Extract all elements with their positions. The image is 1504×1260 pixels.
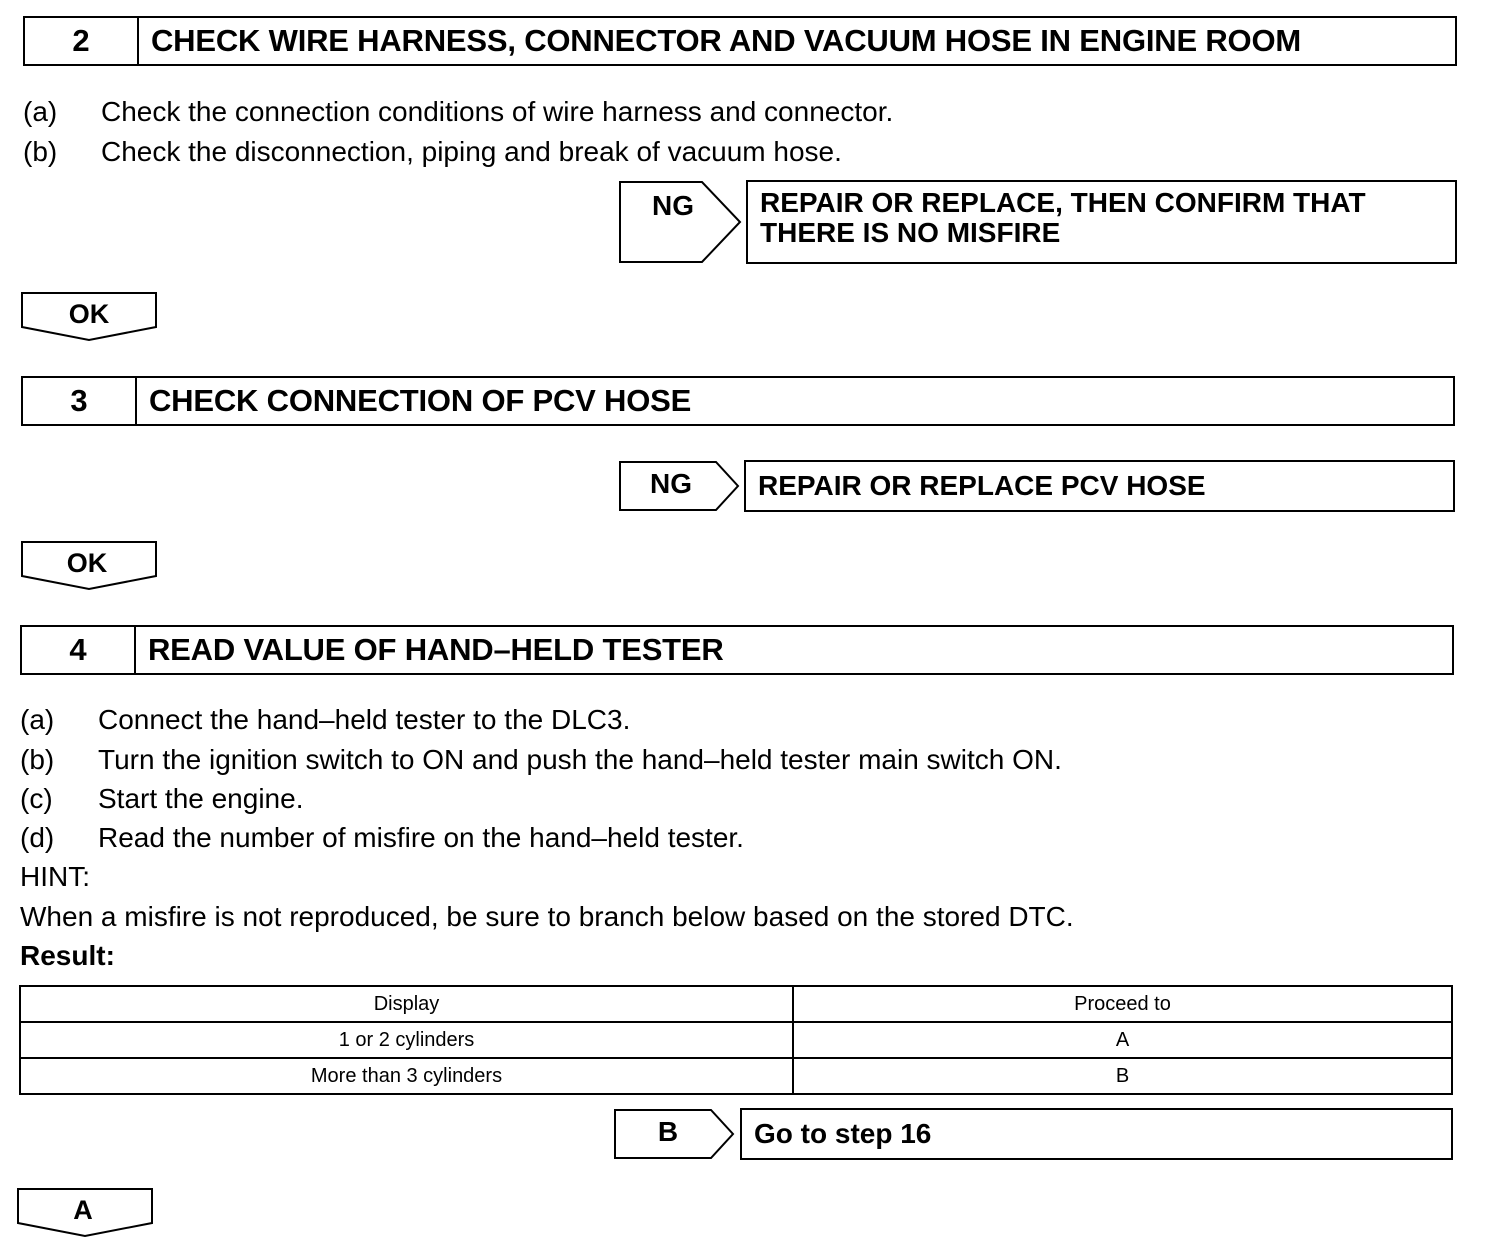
- step-4-b-result: Go to step 16: [740, 1108, 1453, 1160]
- step-4-header: [20, 625, 1454, 675]
- step-3-ok-label: OK: [66, 548, 108, 578]
- table-header-row: [20, 986, 1452, 1022]
- result-label: Result:: [20, 940, 115, 971]
- item-text: Check the disconnection, piping and break of vacuum hose.: [101, 136, 842, 167]
- step-3-ng-label: NG: [650, 468, 692, 499]
- table-header-display: Display: [20, 986, 793, 1022]
- step-4-item-c: [20, 783, 303, 815]
- item-label: (a): [20, 704, 55, 735]
- step-2-ng-result: [746, 180, 1457, 264]
- step-2-item-b: [23, 136, 842, 168]
- step-2-item-a: [23, 96, 893, 128]
- item-label: (d): [20, 822, 55, 853]
- step-2-ok-label: OK: [68, 299, 110, 329]
- item-text: Connect the hand–held tester to the DLC3.: [98, 704, 631, 735]
- item-text: Check the connection conditions of wire harness and connector.: [101, 96, 894, 127]
- item-label: (b): [20, 744, 55, 775]
- table-header-proceed: Proceed to: [793, 986, 1452, 1022]
- step-3-number: 3: [23, 378, 137, 424]
- table-cell: B: [793, 1058, 1452, 1094]
- hint-text: When a misfire is not reproduced, be sure to branch below based on the stored DTC.: [20, 901, 1074, 932]
- step-4-item-a: [20, 704, 630, 736]
- step-4-item-b: [20, 744, 1062, 776]
- step-4-title: READ VALUE OF HAND–HELD TESTER: [148, 632, 724, 667]
- step-3-title: CHECK CONNECTION OF PCV HOSE: [149, 383, 692, 418]
- step-2-ng-label: NG: [652, 190, 694, 221]
- step-2-header: [23, 16, 1457, 66]
- step-2-title: CHECK WIRE HARNESS, CONNECTOR AND VACUUM HOSE IN ENGINE ROOM: [151, 23, 1301, 58]
- step-3-header: [21, 376, 1455, 426]
- item-label: (b): [23, 136, 58, 167]
- table-cell: More than 3 cylinders: [20, 1058, 793, 1094]
- item-label: (a): [23, 96, 58, 127]
- item-text: Start the engine.: [98, 783, 304, 814]
- table-row: [20, 1022, 1452, 1058]
- hint-label: HINT:: [20, 861, 90, 892]
- step-2-number: 2: [25, 18, 139, 64]
- item-text: Turn the ignition switch to ON and push the hand–held tester main switch ON.: [98, 744, 1062, 775]
- item-label: (c): [20, 783, 53, 814]
- table-row: [20, 1058, 1452, 1094]
- table-cell: A: [793, 1022, 1452, 1058]
- item-text: Read the number of misfire on the hand–held tester.: [98, 822, 744, 853]
- step-4-a-label: A: [73, 1195, 93, 1225]
- step-3-ng-result: REPAIR OR REPLACE PCV HOSE: [744, 460, 1455, 512]
- step-2-ng-result-line2: THERE IS NO MISFIRE: [760, 217, 1061, 248]
- step-4-number: 4: [22, 627, 136, 673]
- table-cell: 1 or 2 cylinders: [20, 1022, 793, 1058]
- step-4-item-d: [20, 822, 744, 854]
- step-2-ng-result-line1: REPAIR OR REPLACE, THEN CONFIRM THAT: [760, 187, 1366, 218]
- step-4-b-label: B: [657, 1116, 679, 1147]
- result-table: [19, 985, 1453, 1095]
